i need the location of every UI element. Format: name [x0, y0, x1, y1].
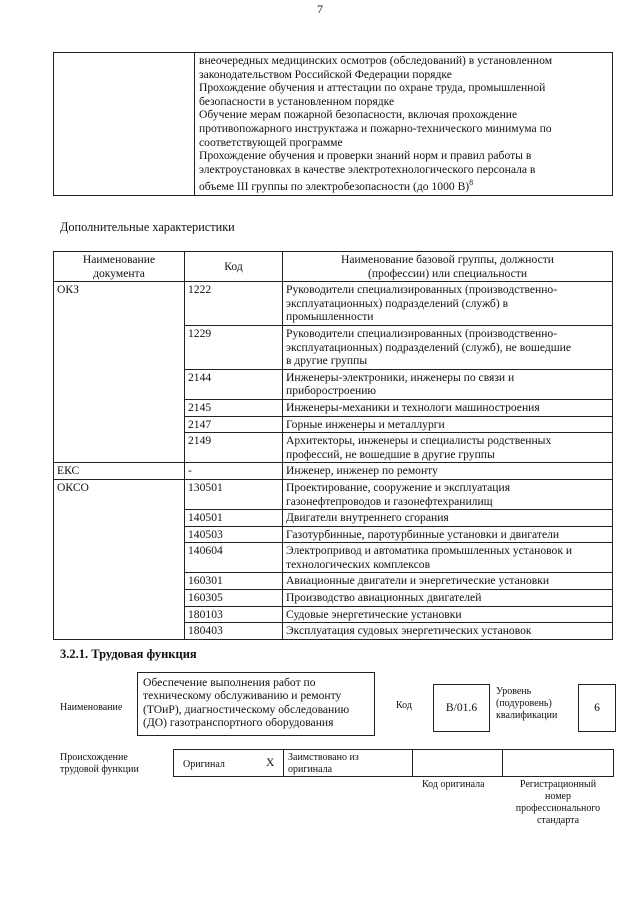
origin-label: [60, 752, 139, 776]
req-line: законодательством Российской Федерации порядке: [199, 67, 452, 81]
cell-name: [283, 526, 613, 543]
cell-name-line: Архитекторы, инженеры и специалисты родственных: [286, 434, 552, 448]
borrowed-cell: [283, 749, 413, 777]
req-line: Обучение мерам пожарной безопасности, включая прохождение: [199, 108, 518, 122]
code-original-cell: [412, 749, 503, 777]
table-header-row: [54, 252, 613, 282]
cell-name-line: Инженеры-электроники, инженеры по связи и: [286, 370, 515, 384]
cell-name-line: Эксплуатация судовых энергетических установок: [286, 624, 532, 638]
header-code: Код: [185, 252, 283, 282]
cell-name: [283, 416, 613, 433]
cell-code: 140604: [185, 543, 283, 573]
cell-name-line: Судовые энергетические установки: [286, 607, 462, 621]
cell-name: [283, 479, 613, 509]
cell-code: 1222: [185, 282, 283, 326]
cell-name-line: Руководители специализированных (производственно-: [286, 326, 558, 340]
borrowed-line: оригинала: [288, 764, 333, 775]
cell-doc: ЕКС: [54, 463, 185, 480]
header-name: [283, 252, 613, 282]
code-value-box: B/01.6: [433, 684, 490, 732]
cell-code: 2147: [185, 416, 283, 433]
req-line: внеочередных медицинских осмотров (обследований) в установленном: [199, 54, 553, 67]
cell-name: [283, 369, 613, 399]
original-label: Оригинал: [183, 759, 225, 770]
function-name-line: техническому обслуживанию и ремонту: [143, 689, 342, 703]
cell-code: 160301: [185, 573, 283, 590]
req-line: безопасности в установленном порядке: [199, 94, 395, 108]
cell-name-line: Горные инженеры и металлурги: [286, 417, 445, 431]
cell-name-line: Электропривод и автоматика промышленных установок и: [286, 544, 573, 558]
table-row: [54, 282, 613, 326]
cell-code: 160305: [185, 590, 283, 607]
code-original-label: Код оригинала: [422, 779, 485, 790]
level-value-box: 6: [578, 684, 616, 732]
reg-number-cell: [502, 749, 614, 777]
name-label: Наименование: [60, 702, 123, 713]
cell-code: 2144: [185, 369, 283, 399]
original-mark: X: [266, 756, 275, 769]
req-line: электроустановках в качестве электротехнологического персонала в: [199, 162, 536, 176]
cell-name-line: Двигатели внутреннего сгорания: [286, 511, 449, 525]
cell-name-line: промышленности: [286, 310, 374, 324]
requirements-table: [53, 52, 613, 196]
function-title: 3.2.1. Трудовая функция: [60, 647, 197, 661]
table-row: [54, 463, 613, 480]
cell-code: 130501: [185, 479, 283, 509]
cell-name-line: эксплуатационных) подразделений (служб) в: [286, 296, 509, 310]
requirements-text-cell: [195, 53, 613, 196]
header-doc-line: документа: [93, 266, 145, 280]
extra-characteristics-table: [53, 251, 613, 640]
cell-name-line: эксплуатационных) подразделений (служб), не вошедшие: [286, 340, 572, 354]
cell-name-line: технологических комплексов: [286, 557, 431, 571]
cell-name-line: Газотурбинные, паротурбинные установки и двигатели: [286, 527, 560, 541]
cell-name: [283, 623, 613, 640]
cell-name-line: Руководители специализированных (производственно-: [286, 283, 558, 297]
function-name-line: Обеспечение выполнения работ по: [143, 676, 316, 689]
cell-doc: ОКЗ: [54, 282, 185, 463]
header-name-line: Наименование базовой группы, должности: [340, 253, 554, 266]
origin-label-line: трудовой функции: [60, 764, 139, 775]
function-name-line: (ТОиР), диагностическому обследованию: [143, 702, 350, 716]
cell-name-line: газонефтепроводов и газонефтехранилищ: [286, 494, 493, 508]
reg-label-line: профессионального: [515, 803, 601, 814]
cell-name: [283, 433, 613, 463]
cell-code: 2149: [185, 433, 283, 463]
level-label-line: квалификации: [496, 710, 558, 721]
level-label-line: (подуровень): [496, 698, 552, 709]
cell-name: [283, 282, 613, 326]
cell-name: [283, 510, 613, 527]
reg-label-line: номер: [545, 791, 571, 802]
level-label-line: Уровень: [496, 686, 532, 697]
req-line: Прохождение обучения и проверки знаний норм и правил работы в: [199, 149, 532, 163]
header-doc-line: Наименование: [82, 253, 156, 266]
original-cell: [173, 749, 284, 777]
cell-name-line: Проектирование, сооружение и эксплуатация: [286, 480, 511, 494]
req-line: Прохождение обучения и аттестации по охране труда, промышленной: [199, 81, 546, 95]
footnote-mark: 8: [469, 178, 474, 188]
cell-code: 180403: [185, 623, 283, 640]
header-name-line: (профессии) или специальности: [367, 266, 528, 280]
cell-doc: ОКСО: [54, 479, 185, 639]
cell-code: 140503: [185, 526, 283, 543]
reg-label-line: Регистрационный: [519, 779, 597, 790]
extra-characteristics-title: Дополнительные характеристики: [60, 220, 235, 234]
req-line: объеме III группы по электробезопасности (до 1000 В)$^8$: [199, 178, 474, 194]
cell-name-line: Инженеры-механики и технологи машиностроения: [286, 400, 540, 414]
cell-name: [283, 399, 613, 416]
cell-name-line: Производство авиационных двигателей: [286, 591, 482, 605]
header-doc: [54, 252, 185, 282]
borrowed-line: Заимствовано из: [288, 752, 359, 763]
function-name-line: (ДО) газотранспортного оборудования: [143, 716, 334, 730]
cell-name-line: приборостроению: [286, 384, 377, 398]
reg-label-line: стандарта: [536, 815, 580, 826]
cell-name: [283, 606, 613, 623]
cell-code: -: [185, 463, 283, 480]
cell-name: [283, 463, 613, 480]
cell-name: [283, 573, 613, 590]
function-name-box: [137, 672, 375, 736]
cell-name-line: в другие группы: [286, 354, 368, 368]
table-row: [54, 479, 613, 509]
cell-name: [283, 543, 613, 573]
cell-name-line: Инженер, инженер по ремонту: [286, 464, 438, 478]
reg-number-label: [502, 779, 614, 827]
cell-code: 180103: [185, 606, 283, 623]
cell-code: 2145: [185, 399, 283, 416]
origin-label-line: Происхождение: [60, 752, 128, 763]
cell-code: 1229: [185, 325, 283, 369]
level-label: [496, 686, 557, 722]
code-label: Код: [396, 700, 412, 711]
cell-name: [283, 590, 613, 607]
cell-name: [283, 325, 613, 369]
req-line: противопожарного инструктажа и пожарно-технического минимума по: [199, 121, 552, 135]
cell-name-line: профессий, не вошедшие в другие группы: [286, 447, 495, 461]
requirements-label-cell: [54, 53, 195, 196]
cell-code: 140501: [185, 510, 283, 527]
page-number: 7: [317, 2, 323, 16]
req-line: соответствующей программе: [199, 135, 343, 149]
cell-name-line: Авиационные двигатели и энергетические установки: [286, 574, 550, 588]
